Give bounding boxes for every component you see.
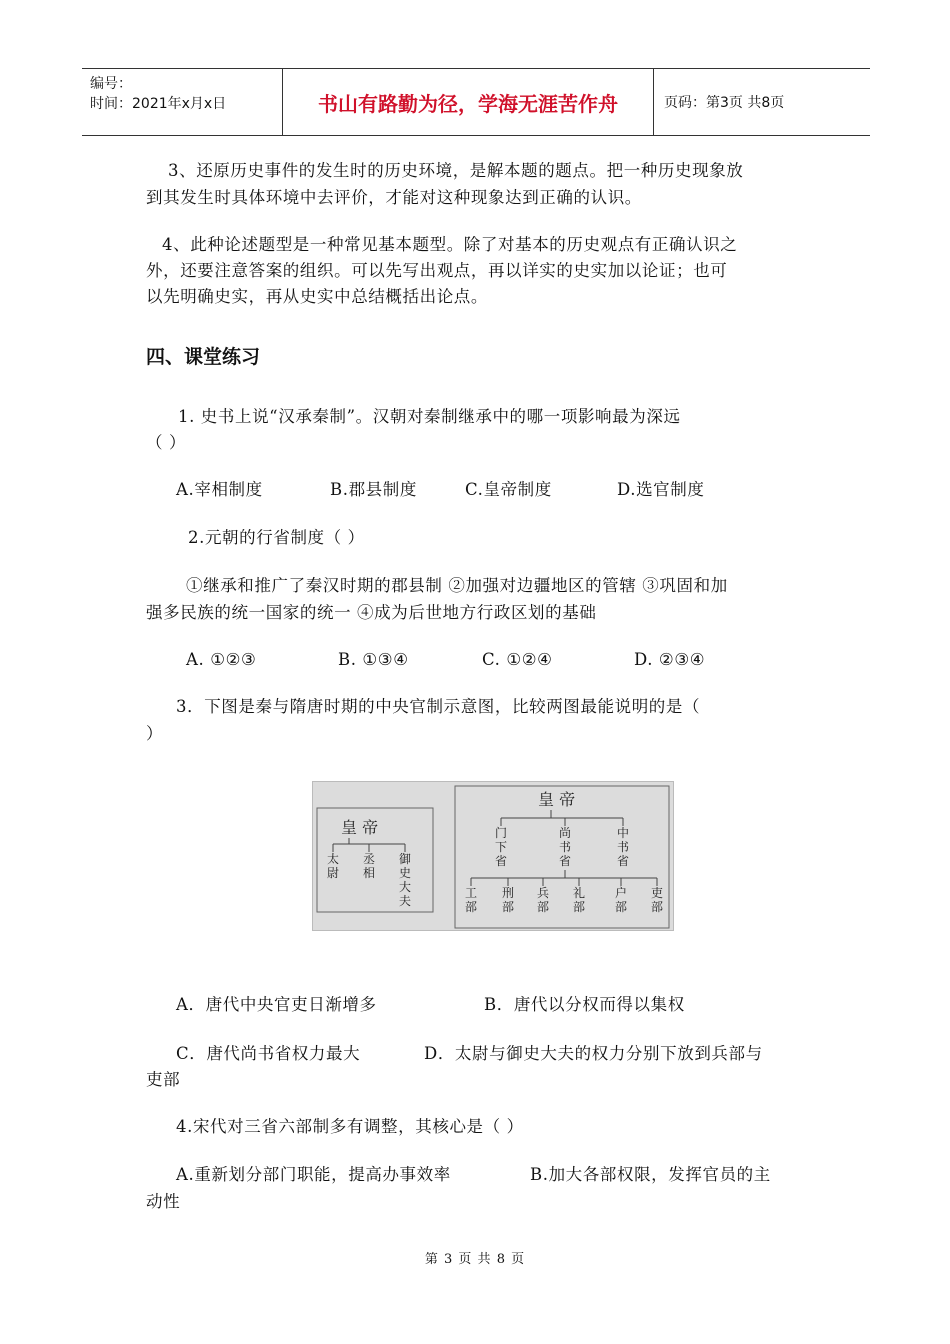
header-meta: [82, 69, 282, 135]
office-chengxiang: 丞相: [362, 852, 376, 880]
q4-option-b-line2: 动性: [146, 1192, 181, 1211]
q4-option-a: A.重新划分部门职能，提高办事效率: [176, 1165, 451, 1184]
qin-tree-lines: [333, 838, 405, 852]
q3-stem-line2: ）: [146, 724, 164, 743]
q2-stem: 2.元朝的行省制度（ ）: [188, 528, 365, 547]
official-system-diagram: [312, 781, 674, 931]
header-motto: 书山有路勤为径，学海无涯苦作舟: [282, 69, 654, 135]
office-menxia-sheng: 门下省: [494, 826, 508, 868]
q3-stem-line1: 3．下图是秦与隋唐时期的中央官制示意图，比较两图最能说明的是（: [176, 697, 701, 716]
q1-option-a: A.宰相制度: [176, 480, 263, 499]
diagram-svg: [313, 782, 675, 932]
q2-item-line2: 强多民族的统一国家的统一 ④成为后世地方行政区划的基础: [146, 603, 597, 622]
q4-option-b-line1: B.加大各部权限，发挥官员的主: [530, 1165, 771, 1184]
q2-item-line1: ①继承和推广了秦汉时期的郡县制 ②加强对边疆地区的管辖 ③巩固和加: [186, 576, 728, 595]
page-footer: 第 3 页 共 8 页: [424, 1252, 526, 1267]
header-page-info: 页码：第3页 共8页: [664, 95, 785, 111]
q2-option-a: A. ①②③: [186, 650, 257, 669]
intro-p4-line1: 4、此种论述题型是一种常见基本题型。除了对基本的历史观点有正确认识之: [162, 235, 738, 254]
q3-option-d-line2: 吏部: [146, 1070, 181, 1089]
page-header: [82, 68, 870, 136]
section-title: 四、课堂练习: [146, 346, 261, 368]
dept-gongbu: 工部: [464, 886, 478, 914]
q1-stem-line1: 1. 史书上说“汉承秦制”。汉朝对秦制继承中的哪一项影响最为深远: [178, 407, 681, 426]
q3-option-d-line1: D．太尉与御史大夫的权力分别下放到兵部与: [424, 1044, 763, 1063]
office-yushi-dafu: 御史大夫: [398, 852, 412, 908]
suitang-emperor: 皇 帝: [538, 790, 576, 809]
qin-offices: [327, 851, 411, 908]
suitang-offices: [465, 825, 663, 914]
intro-p4-line3: 以先明确史实，再从史实中总结概括出论点。: [146, 287, 488, 306]
q1-stem-line2: （ ）: [146, 433, 187, 452]
q4-stem: 4.宋代对三省六部制多有调整，其核心是（ ）: [176, 1117, 524, 1136]
dept-hubu: 户部: [614, 886, 628, 914]
intro-p4-line2: 外，还要注意答案的组织。可以先写出观点，再以详实的史实加以论证；也可: [146, 261, 728, 280]
q3-option-a: A．唐代中央官吏日渐增多: [176, 995, 377, 1014]
q1-option-d: D.选官制度: [617, 480, 705, 499]
q3-option-c: C．唐代尚书省权力最大: [176, 1044, 361, 1063]
dept-libu-rites: 礼部: [572, 886, 586, 914]
q1-option-c: C.皇帝制度: [465, 480, 552, 499]
q3-option-b: B．唐代以分权而得以集权: [484, 995, 685, 1014]
dept-libu-personnel: 吏部: [650, 886, 664, 914]
office-zhongshu-sheng: 中书省: [616, 826, 630, 868]
office-taiwei: 太尉: [326, 852, 340, 880]
dept-xingbu: 刑部: [501, 886, 515, 914]
intro-p3-line1: 3、还原历史事件的发生时的历史环境，是解本题的题点。把一种历史现象放: [168, 161, 744, 180]
q2-option-b: B. ①③④: [338, 650, 409, 669]
qin-emperor: 皇 帝: [341, 818, 379, 837]
q1-option-b: B.郡县制度: [330, 480, 417, 499]
doc-number-label: 编号：: [90, 76, 132, 92]
q2-option-c: C. ①②④: [482, 650, 553, 669]
intro-p3-line2: 到其发生时具体环境中去评价，才能对这种现象达到正确的认识。: [146, 188, 642, 207]
office-shangshu-sheng: 尚书省: [558, 826, 572, 868]
q2-option-d: D. ②③④: [634, 650, 706, 669]
doc-date-label: 时间：2021年x月x日: [90, 96, 227, 112]
dept-bingbu: 兵部: [536, 886, 550, 914]
